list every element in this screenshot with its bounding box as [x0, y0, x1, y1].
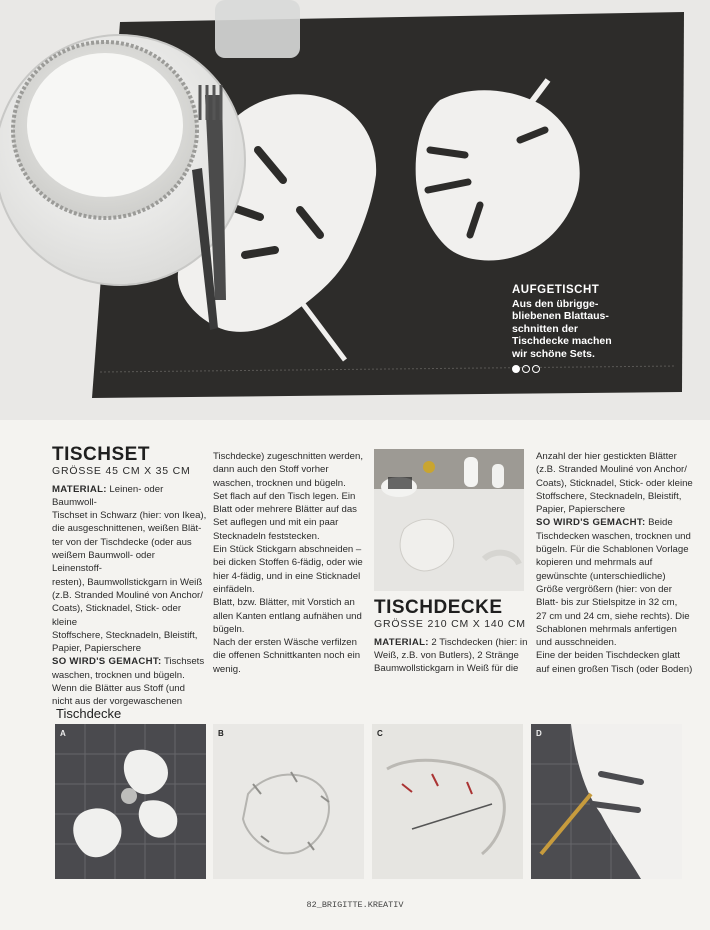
text-label: SO WIRD'S GEMACHT: [52, 656, 162, 668]
text-content: Eine der beiden Tischdecken glatt [536, 650, 680, 662]
text-line [536, 516, 696, 529]
text-line [536, 570, 696, 583]
dot-icon [522, 365, 530, 373]
step-photo-a [55, 724, 206, 879]
caption-line: schnitten der [512, 322, 578, 335]
text-content: 27 cm und 24 cm, siehe rechts). Die [536, 610, 690, 622]
text-line [52, 669, 207, 682]
text-content: Leinen- oder Baumwoll- [52, 483, 164, 508]
text-content: waschen, trocknen und bügeln. [52, 669, 185, 681]
text-label: SO WIRD'S GEMACHT: [536, 517, 646, 529]
text-line [536, 543, 696, 556]
text-line: Set flach auf den Tisch legen. Ein [213, 490, 356, 502]
text-content: Wenn die Blätter aus Stoff (und [52, 683, 185, 695]
tischset-heading: TISCHSET [52, 444, 150, 465]
text-line [536, 663, 696, 676]
text-content: nicht aus der vorgewaschenen [52, 696, 183, 708]
step-photo-b [213, 724, 364, 879]
text-content: gewünschte (unterschiedliche) [536, 570, 666, 582]
text-line [52, 602, 207, 629]
text-content: Schablonen mehrmals anfertigen [536, 623, 677, 635]
text-line [52, 655, 207, 668]
glass [215, 0, 300, 58]
step-letter: A [60, 729, 66, 738]
text-content: 2 Tischdecken (hier: in [428, 636, 528, 648]
text-content: auf einen großen Tisch (oder Boden) [536, 663, 693, 675]
text-line [536, 530, 696, 543]
text-label: MATERIAL: [52, 483, 107, 495]
text-content: Papier, Papierschere [536, 504, 626, 516]
text-content: Coats), Sticknadel, Stick- oder kleine [536, 477, 693, 489]
text-line: Set auflegen und mit ein paar [213, 517, 339, 529]
tischdecke-column-2 [536, 450, 696, 676]
text-content: die ausgeschnittenen, weißen Blät- [52, 523, 202, 535]
tischdecke-heading: TISCHDECKE [374, 597, 503, 618]
text-line: bei dicken Stoffen 6-fädig, oder wie [213, 557, 363, 569]
text-line [52, 642, 207, 655]
text-content: weißem Baumwoll- oder Leinenstoff- [52, 550, 155, 575]
text-line: Ein Stück Stickgarn abschneiden – [213, 544, 362, 556]
dot-icon [532, 365, 540, 373]
step-photo-d [531, 724, 682, 879]
slide-dots [512, 365, 624, 373]
caption-line: wir schöne Sets. [512, 347, 595, 360]
text-content: und ausschneiden. [536, 637, 617, 649]
text-line [52, 629, 207, 642]
text-content: Blatt- bis zur Stielspitze in 32 cm, [536, 597, 678, 609]
text-line [536, 596, 696, 609]
text-line [536, 649, 696, 662]
text-line [536, 556, 696, 569]
text-line: wenig. [213, 663, 241, 675]
caption-line: Aus den übrigge- [512, 297, 599, 310]
text-line [374, 636, 534, 649]
tischdecke-text-2 [536, 450, 696, 676]
text-line [536, 477, 696, 490]
text-line [374, 662, 534, 675]
text-line: Blatt oder mehrere Blätter auf das [213, 504, 357, 516]
tischdecke-text-1 [374, 636, 534, 676]
text-content: resten), Baumwollstickgarn in Weiß [52, 576, 203, 588]
text-line [536, 636, 696, 649]
text-content: Papier, Papierschere [52, 643, 142, 655]
tischset-text-2 [213, 450, 368, 676]
tischdecke-size: GRÖSSE 210 CM X 140 CM [374, 618, 526, 631]
text-line [52, 509, 207, 522]
text-line: dann auch den Stoff vorher [213, 464, 329, 476]
caption-line: bliebenen Blattaus- [512, 310, 609, 322]
text-line [536, 583, 696, 596]
text-content: Größe vergrößern (hier: von der [536, 583, 672, 595]
text-content: kopieren und mehrmals auf [536, 557, 653, 569]
text-line: waschen, trocknen und bügeln. [213, 477, 346, 489]
steps-title: Tischdecke [56, 706, 122, 721]
text-line: einfädeln. [213, 583, 255, 595]
text-line: Stecknadeln feststecken. [213, 530, 320, 542]
text-content: Tischset in Schwarz (hier: von Ikea), [52, 510, 207, 522]
dot-icon [512, 365, 520, 373]
text-line [52, 536, 207, 549]
caption-title: AUFGETISCHT [512, 284, 600, 296]
text-line [52, 576, 207, 589]
text-line [536, 450, 696, 463]
text-content: (z.B. Stranded Mouliné von Anchor/ [52, 589, 203, 601]
text-line [536, 610, 696, 623]
text-label: MATERIAL: [374, 636, 429, 648]
tischdecke-column [374, 597, 534, 675]
tischset-column-1 [52, 444, 207, 709]
text-line [52, 483, 207, 510]
text-content: Coats), Sticknadel, Stick- oder kleine [52, 603, 182, 628]
text-line: bügeln. [213, 623, 245, 635]
text-line [536, 463, 696, 476]
text-line: hier 4-fädig, und in eine Sticknadel [213, 570, 361, 582]
text-line [536, 623, 696, 636]
text-line [52, 549, 207, 576]
text-line: Blatt, bzw. Blätter, mit Vorstich an [213, 597, 355, 609]
text-content: Tischsets [161, 656, 205, 668]
text-content: Baumwollstickgarn in Weiß für die [374, 663, 519, 675]
tischset-text-1 [52, 483, 207, 709]
step-letter: C [377, 729, 383, 738]
tischset-size: GRÖSSE 45 CM X 35 CM [52, 465, 191, 478]
text-content: Stoffschere, Stecknadeln, Bleistift, [52, 629, 198, 641]
page-footer: 82_BRIGITTE.KREATIV [306, 900, 404, 910]
text-content: (z.B. Stranded Mouliné von Anchor/ [536, 464, 687, 476]
text-line [52, 682, 207, 695]
step-letter: D [536, 729, 542, 738]
text-content: bügeln. Für die Schablonen Vorlage [536, 544, 689, 556]
text-line: Tischdecke) zugeschnitten werden, [213, 451, 364, 462]
text-content: Stoffschere, Stecknadeln, Bleistift, [536, 490, 682, 502]
text-content: Weiß, z.B. von Butlers), 2 Stränge [374, 649, 519, 661]
text-line [52, 589, 207, 602]
hero-photo [0, 0, 710, 420]
text-line [52, 522, 207, 535]
text-line [374, 649, 534, 662]
tablecloth-photo [374, 449, 524, 591]
text-line [536, 503, 696, 516]
text-line: die offenen Schnittkanten noch ein [213, 650, 361, 662]
tischset-column-2 [213, 450, 368, 676]
step-photo-c [372, 724, 523, 879]
caption-line: Tischdecke machen [512, 335, 612, 347]
photo-caption [512, 284, 624, 373]
text-line [536, 490, 696, 503]
text-content: Tischdecken waschen, trocknen und [536, 530, 691, 542]
text-line: Nach der ersten Wäsche verfilzen [213, 637, 357, 649]
text-line: allen Kanten entlang aufnähen und [213, 610, 362, 622]
text-content: Beide [645, 517, 673, 529]
text-content: Anzahl der hier gestickten Blätter [536, 451, 677, 462]
text-content: ter von der Tischdecke (oder aus [52, 536, 192, 548]
step-letter: B [218, 729, 224, 738]
